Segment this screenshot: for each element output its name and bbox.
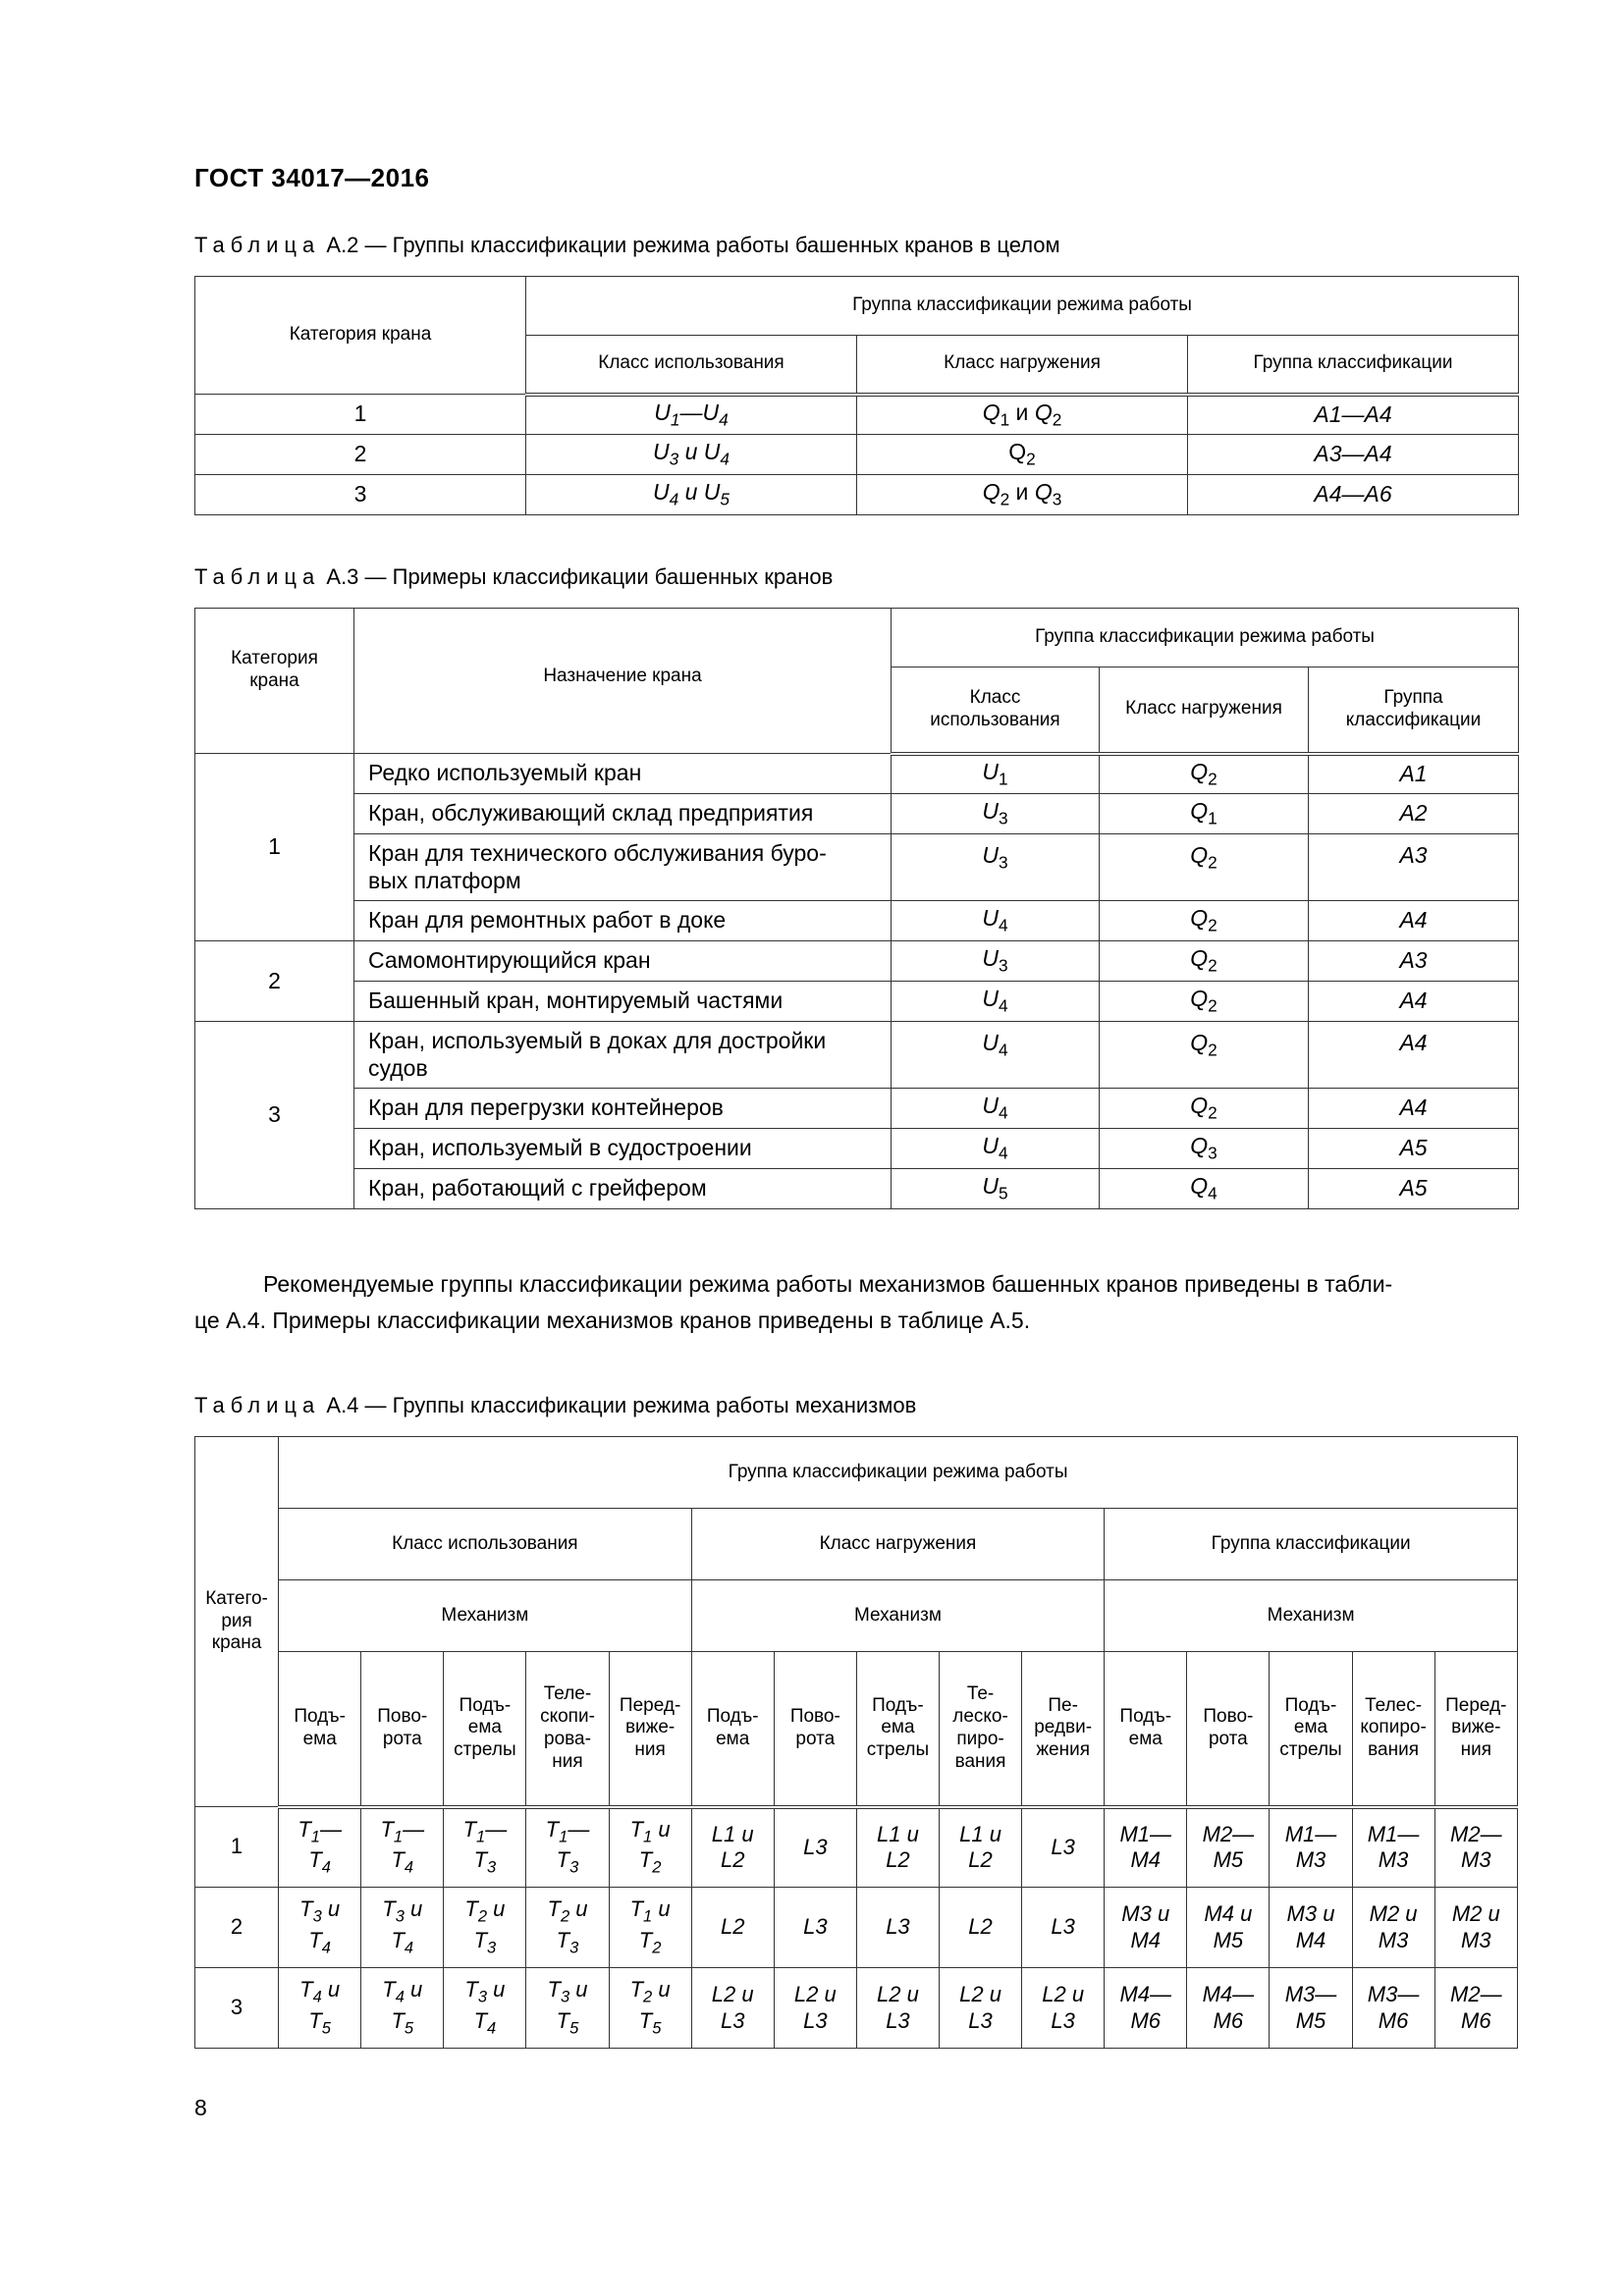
header-line: стрелы (866, 1739, 930, 1761)
cell-load: $Q_2$ (1100, 941, 1309, 982)
cell-class-group: M4— M6 (1105, 1968, 1187, 2049)
cell-load: $Q_2$ (1100, 1022, 1309, 1089)
header-line: Пово- (789, 1705, 840, 1727)
header-line: жения (1036, 1739, 1090, 1761)
table-row (195, 1807, 1518, 1888)
body-paragraph (194, 1266, 1518, 1339)
cell-load: L1 и L2 (691, 1807, 774, 1888)
cell-class-group: A5 (1309, 1169, 1519, 1209)
cell-load: $Q_3$ (1100, 1129, 1309, 1169)
cell-category: 2 (195, 435, 526, 475)
table-a3 (194, 608, 1519, 1209)
table-row (195, 794, 1519, 834)
cell-category: 3 (195, 475, 526, 515)
table-a2 (194, 276, 1519, 515)
header-mechanism-load-2 (856, 1652, 939, 1807)
cell-class-group: M4 и M5 (1187, 1888, 1270, 1968)
table-a2-body (195, 395, 1519, 515)
header-line: Перед- (1445, 1694, 1507, 1716)
table-row (195, 901, 1519, 941)
header-line: Подъ- (294, 1705, 346, 1727)
header-line: Подъ- (1119, 1705, 1172, 1727)
cell-class-group: A1—A4 (1188, 395, 1519, 435)
header-class-group: Группа классификации (1188, 336, 1519, 395)
cell-usage: $U_4$ (892, 1089, 1100, 1129)
cell-class-group: A4 (1309, 1089, 1519, 1129)
cell-usage: $U_4$ (892, 1129, 1100, 1169)
header-usage-class: Класс использования (892, 667, 1100, 754)
header-line: ема (716, 1728, 750, 1749)
cell-class-group: A4 (1309, 901, 1519, 941)
header-line: вания (954, 1750, 1006, 1772)
table-row (195, 1169, 1519, 1209)
cell-usage: $T_1—$ $T_3$ (444, 1807, 526, 1888)
cell-usage: $T_2$ и $T_5$ (609, 1968, 691, 2049)
cell-class-group: M2 и M3 (1352, 1888, 1434, 1968)
cell-load: $Q_2$ (857, 435, 1188, 475)
cell-usage: $T_1$ и $T_2$ (609, 1807, 691, 1888)
cell-load: L1 и L2 (856, 1807, 939, 1888)
cell-load: L2 и L3 (939, 1968, 1021, 2049)
caption-text: А.3 — Примеры классификации башенных кранов (326, 564, 834, 589)
header-mechanism-class-2 (1270, 1652, 1352, 1807)
header-line: Теле- (543, 1683, 592, 1705)
cell-usage: $T_1$ и $T_2$ (609, 1888, 691, 1968)
cell-usage: $T_3$ и $T_4$ (279, 1888, 361, 1968)
header-category: Категория крана (195, 277, 526, 395)
header-line: рота (1208, 1728, 1248, 1749)
header-line: Подъ- (872, 1694, 924, 1716)
cell-load: $Q_2$ (1100, 982, 1309, 1022)
header-line: леско- (952, 1705, 1008, 1727)
header-line: Подъ- (459, 1694, 512, 1716)
header-line: Подъ- (1284, 1694, 1337, 1716)
caption-word: Таблица (194, 1393, 321, 1417)
header-class-group: Группа классификации (1309, 667, 1519, 754)
header-line: вания (1368, 1739, 1419, 1761)
cell-load: L2 (939, 1888, 1021, 1968)
header-line: ема (1128, 1728, 1163, 1749)
caption-word: Таблица (194, 564, 321, 589)
cell-category: 2 (195, 1888, 279, 1968)
cell-class-group: M2— M3 (1434, 1807, 1517, 1888)
paragraph-line: Рекомендуемые группы классификации режима работы механизмов башенных кранов приведены в табли- (263, 1271, 1393, 1297)
cell-load: L3 (774, 1807, 856, 1888)
table-a4-body (195, 1807, 1518, 2049)
header-line: виже- (624, 1717, 676, 1738)
header-group: Группа классификации режима работы (526, 277, 1519, 336)
cell-load: $Q_2$ (1100, 901, 1309, 941)
cell-purpose: Редко используемый кран (354, 754, 892, 794)
header-group: Группа классификации режима работы (892, 609, 1519, 667)
header-line: ема (1293, 1717, 1328, 1738)
table-a2-caption (194, 233, 1060, 258)
cell-load: $Q_2$ (1100, 754, 1309, 794)
header-line: ема (302, 1728, 337, 1749)
cell-load: L2 и L3 (856, 1968, 939, 2049)
cell-usage: $T_1—$ $T_4$ (361, 1807, 444, 1888)
header-line: рова- (544, 1728, 591, 1749)
cell-usage: $T_2$ и $T_3$ (526, 1888, 609, 1968)
header-line: Пе- (1048, 1694, 1078, 1716)
cell-load: $Q_1$ (1100, 794, 1309, 834)
cell-usage: $U_3$ (892, 834, 1100, 901)
cell-purpose: Кран для технического обслуживания буро- вых платформ (354, 834, 892, 901)
cell-purpose: Кран для ремонтных работ в доке (354, 901, 892, 941)
header-mechanism-usage-4 (609, 1652, 691, 1807)
cell-load: $Q_1$ и $Q_2$ (857, 395, 1188, 435)
header-load-class: Класс нагружения (857, 336, 1188, 395)
table-row (195, 1089, 1519, 1129)
cell-load: L2 (691, 1888, 774, 1968)
cell-usage: $U_1—U_4$ (526, 395, 857, 435)
cell-class-group: M2— M6 (1434, 1968, 1517, 2049)
cell-class-group: M1— M3 (1352, 1807, 1434, 1888)
cell-usage: $U_4$ (892, 982, 1100, 1022)
table-a4 (194, 1436, 1518, 2049)
document-header: ГОСТ 34017—2016 (194, 163, 430, 192)
header-line: рота (795, 1728, 836, 1749)
header-load-class: Класс нагружения (691, 1509, 1105, 1580)
header-line: Те- (966, 1683, 995, 1705)
cell-category: 1 (195, 1807, 279, 1888)
cell-class-group: M3— M5 (1270, 1968, 1352, 2049)
header-line: Перед- (619, 1694, 681, 1716)
header-usage-class: Класс использования (526, 336, 857, 395)
cell-usage: $T_3$ и $T_4$ (361, 1888, 444, 1968)
header-load-class: Класс нагружения (1100, 667, 1309, 754)
cell-class-group: M2 и M3 (1434, 1888, 1517, 1968)
cell-usage: $U_4$ (892, 1022, 1100, 1089)
cell-purpose: Кран для перегрузки контейнеров (354, 1089, 892, 1129)
header-mechanism-load-4 (1022, 1652, 1105, 1807)
cell-usage: $T_1—$ $T_4$ (279, 1807, 361, 1888)
header-category: Категория крана (195, 609, 354, 754)
cell-load: $Q_2$ (1100, 834, 1309, 901)
table-row (195, 1968, 1518, 2049)
caption-word: Таблица (194, 233, 321, 257)
cell-load: L3 (1022, 1807, 1105, 1888)
header-mechanism-usage-2 (444, 1652, 526, 1807)
cell-load: L2 и L3 (1022, 1968, 1105, 2049)
header-mechanism: Механизм (279, 1580, 692, 1652)
cell-class-group: A3 (1309, 834, 1519, 901)
header-line: копиро- (1360, 1717, 1427, 1738)
cell-usage: $U_3$ (892, 794, 1100, 834)
header-category: Катего- рия крана (195, 1437, 279, 1807)
cell-purpose: Кран, работающий с грейфером (354, 1169, 892, 1209)
cell-category: 1 (195, 395, 526, 435)
cell-class-group: A4 (1309, 1022, 1519, 1089)
cell-category: 1 (195, 754, 354, 941)
header-mechanism-load-1 (774, 1652, 856, 1807)
cell-category: 3 (195, 1968, 279, 2049)
cell-usage: $T_2$ и $T_3$ (444, 1888, 526, 1968)
cell-class-group: M3 и M4 (1105, 1888, 1187, 1968)
cell-purpose: Башенный кран, монтируемый частями (354, 982, 892, 1022)
cell-load: L2 и L3 (691, 1968, 774, 2049)
cell-class-group: A3 (1309, 941, 1519, 982)
header-line: ема (881, 1717, 915, 1738)
header-line: ния (1460, 1739, 1492, 1761)
table-a3-caption (194, 564, 833, 590)
cell-usage: $T_3$ и $T_4$ (444, 1968, 526, 2049)
cell-usage: $T_1—$ $T_3$ (526, 1807, 609, 1888)
cell-usage: $U_3$ и $U_4$ (526, 435, 857, 475)
header-mechanism: Механизм (691, 1580, 1105, 1652)
cell-usage: $U_4$ (892, 901, 1100, 941)
table-row (195, 475, 1519, 515)
cell-usage: $T_4$ и $T_5$ (361, 1968, 444, 2049)
cell-class-group: M3— M6 (1352, 1968, 1434, 2049)
table-row (195, 941, 1519, 982)
table-row (195, 982, 1519, 1022)
cell-load: L3 (1022, 1888, 1105, 1968)
header-line: виже- (1451, 1717, 1501, 1738)
header-line: Пово- (377, 1705, 428, 1727)
header-group: Группа классификации режима работы (279, 1437, 1518, 1509)
header-line: стрелы (454, 1739, 516, 1761)
cell-class-group: A2 (1309, 794, 1519, 834)
cell-usage: $U_5$ (892, 1169, 1100, 1209)
cell-class-group: M1— M4 (1105, 1807, 1187, 1888)
header-line: пиро- (956, 1728, 1004, 1749)
table-row (195, 435, 1519, 475)
header-line: скопи- (540, 1705, 595, 1727)
table-row (195, 1888, 1518, 1968)
table-row (195, 834, 1519, 901)
header-mechanism-class-0 (1105, 1652, 1187, 1807)
header-mechanism-load-3 (939, 1652, 1021, 1807)
cell-usage: $U_3$ (892, 941, 1100, 982)
header-line: ния (634, 1739, 666, 1761)
cell-class-group: A3—A4 (1188, 435, 1519, 475)
header-mechanism-class-3 (1352, 1652, 1434, 1807)
header-line: Телес- (1365, 1694, 1423, 1716)
cell-class-group: A4 (1309, 982, 1519, 1022)
cell-usage: $U_4$ и $U_5$ (526, 475, 857, 515)
paragraph-line: це А.4. Примеры классификации механизмов кранов приведены в таблице А.5. (194, 1308, 1031, 1333)
cell-class-group: M1— M3 (1270, 1807, 1352, 1888)
header-mechanism-usage-1 (361, 1652, 444, 1807)
header-line: редви- (1034, 1717, 1093, 1738)
cell-load: $Q_2$ (1100, 1089, 1309, 1129)
page-number: 8 (194, 2095, 207, 2120)
cell-usage: $T_4$ и $T_5$ (279, 1968, 361, 2049)
cell-purpose: Кран, используемый в доках для достройки судов (354, 1022, 892, 1089)
cell-class-group: A5 (1309, 1129, 1519, 1169)
header-mechanism-usage-0 (279, 1652, 361, 1807)
caption-text: А.4 — Группы классификации режима работы механизмов (326, 1393, 917, 1417)
cell-class-group: A4—A6 (1188, 475, 1519, 515)
cell-purpose: Кран, обслуживающий склад предприятия (354, 794, 892, 834)
table-row (195, 1129, 1519, 1169)
header-line: Пово- (1203, 1705, 1254, 1727)
header-usage-class: Класс использования (279, 1509, 692, 1580)
cell-load: L1 и L2 (939, 1807, 1021, 1888)
header-line: рота (382, 1728, 422, 1749)
header-purpose: Назначение крана (354, 609, 892, 754)
cell-load: $Q_2$ и $Q_3$ (857, 475, 1188, 515)
header-line: ния (552, 1750, 583, 1772)
caption-text: А.2 — Группы классификации режима работы башенных кранов в целом (326, 233, 1060, 257)
cell-category: 2 (195, 941, 354, 1022)
header-mechanism-load-0 (691, 1652, 774, 1807)
cell-usage: $T_3$ и $T_5$ (526, 1968, 609, 2049)
cell-load: L3 (856, 1888, 939, 1968)
table-row (195, 1022, 1519, 1089)
table-a4-caption (194, 1393, 916, 1418)
header-line: стрелы (1279, 1739, 1342, 1761)
cell-class-group: M3 и M4 (1270, 1888, 1352, 1968)
table-row (195, 754, 1519, 794)
cell-category: 3 (195, 1022, 354, 1209)
cell-load: $Q_4$ (1100, 1169, 1309, 1209)
cell-load: L2 и L3 (774, 1968, 856, 2049)
cell-purpose: Кран, используемый в судостроении (354, 1129, 892, 1169)
header-mechanism-class-4 (1434, 1652, 1517, 1807)
header-line: Подъ- (706, 1705, 759, 1727)
cell-usage: $U_1$ (892, 754, 1100, 794)
cell-class-group: M2— M5 (1187, 1807, 1270, 1888)
header-mechanism-class-1 (1187, 1652, 1270, 1807)
header-mechanism-usage-3 (526, 1652, 609, 1807)
cell-class-group: A1 (1309, 754, 1519, 794)
cell-purpose: Самомонтирующийся кран (354, 941, 892, 982)
header-class-group: Группа классификации (1105, 1509, 1518, 1580)
header-line: ема (467, 1717, 502, 1738)
table-row (195, 395, 1519, 435)
cell-load: L3 (774, 1888, 856, 1968)
cell-class-group: M4— M6 (1187, 1968, 1270, 2049)
header-mechanism: Механизм (1105, 1580, 1518, 1652)
table-a3-body (195, 754, 1519, 1209)
